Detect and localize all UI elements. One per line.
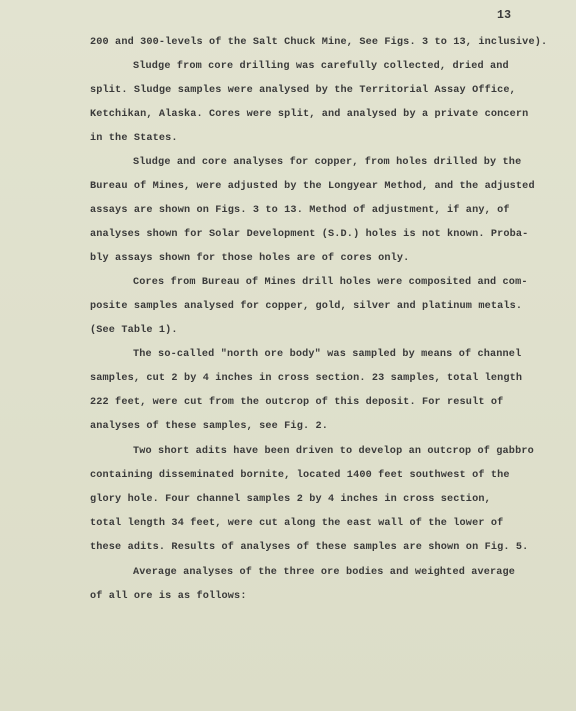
- text-line: analyses shown for Solar Development (S.D.) holes is not known. Proba-: [90, 229, 529, 240]
- text-line: Sludge and core analyses for copper, from holes drilled by the: [133, 157, 522, 168]
- text-line: The so-called "north ore body" was sampled by means of channel: [133, 349, 522, 360]
- text-line: these adits. Results of analyses of these samples are shown on Fig. 5.: [90, 542, 529, 553]
- text-line: samples, cut 2 by 4 inches in cross section. 23 samples, total length: [90, 373, 523, 384]
- text-line: bly assays shown for those holes are of cores only.: [90, 253, 410, 264]
- text-line: glory hole. Four channel samples 2 by 4 inches in cross section,: [90, 494, 491, 505]
- text-line: Average analyses of the three ore bodies and weighted average: [133, 567, 516, 578]
- page-number: 13: [497, 9, 512, 22]
- text-line: assays are shown on Figs. 3 to 13. Method of adjustment, if any, of: [90, 205, 510, 216]
- text-line: Ketchikan, Alaska. Cores were split, and analysed by a private concern: [90, 109, 529, 120]
- text-line: split. Sludge samples were analysed by the Territorial Assay Office,: [90, 85, 516, 96]
- text-line: Cores from Bureau of Mines drill holes were composited and com-: [133, 277, 528, 288]
- text-line: Sludge from core drilling was carefully collected, dried and: [133, 61, 509, 72]
- text-line: 222 feet, were cut from the outcrop of this deposit. For result of: [90, 397, 504, 408]
- text-line: Two short adits have been driven to develop an outcrop of gabbro: [133, 446, 534, 457]
- text-line: posite samples analysed for copper, gold, silver and platinum metals.: [90, 301, 523, 312]
- text-line: of all ore is as follows:: [90, 591, 247, 602]
- text-line: 200 and 300-levels of the Salt Chuck Mine, See Figs. 3 to 13, inclusive).: [90, 37, 548, 48]
- text-line: analyses of these samples, see Fig. 2.: [90, 421, 329, 432]
- text-line: (See Table 1).: [90, 325, 178, 336]
- text-line: in the States.: [90, 133, 178, 144]
- text-line: Bureau of Mines, were adjusted by the Longyear Method, and the adjusted: [90, 181, 535, 192]
- text-line: containing disseminated bornite, located 1400 feet southwest of the: [90, 470, 510, 481]
- text-line: total length 34 feet, were cut along the east wall of the lower of: [90, 518, 504, 529]
